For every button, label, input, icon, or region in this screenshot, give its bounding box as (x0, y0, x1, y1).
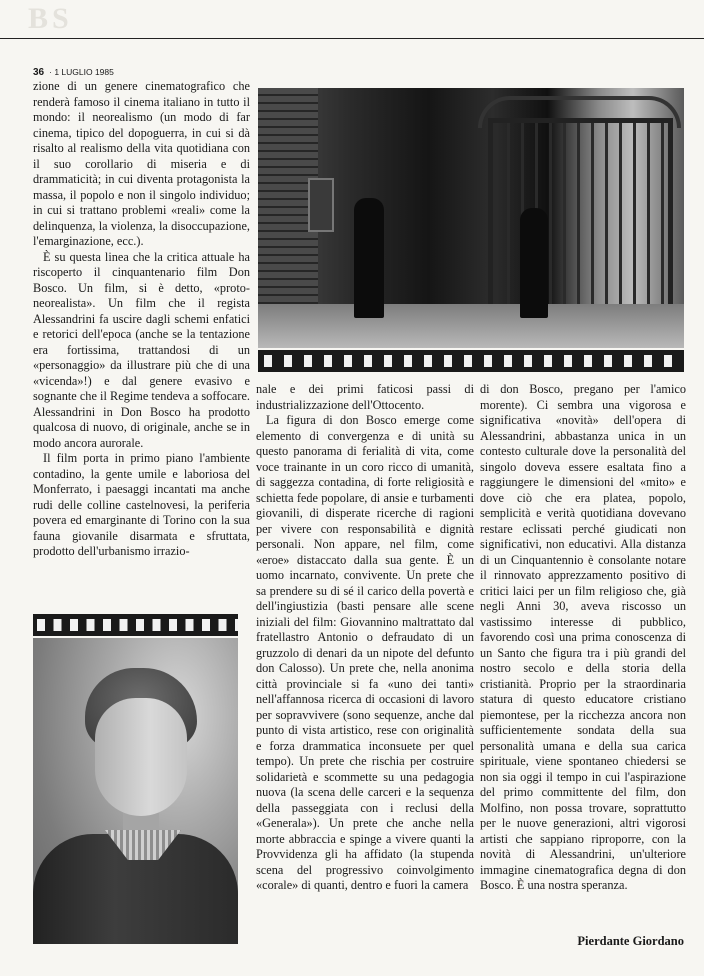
figure-guard (354, 198, 384, 318)
figure-priest (520, 208, 548, 318)
article-column-1 (33, 79, 250, 560)
film-strip-border (258, 350, 684, 372)
page-header (33, 67, 114, 78)
article-column-2 (256, 382, 474, 894)
film-still-boy-portrait (33, 638, 238, 944)
paragraph: La figura di don Bosco emerge come elemento di convergenza e di unità su questo panorama di ferialità di vita, come voce trainante in un coro ricco di umanità, di saggezza contadina, di forte religiosità e schietta fede popolare, di ansie e turbamenti giovanili, di disperate ricerche di ragioni per vivere con responsabilità e dignità personali. Non appare, nel film, come «eroe» distaccato dalla sua gente. È un uomo incarnato, convivente. Un prete che sa prendere su di sé il carico della povertà e dell'ingiustizia (basti pensare alle scene iniziali del film: Giovannino maltrattato dal fratellastro Antonio o defraudato di un gruzzolo di denari da un nipote del defunto don Calosso). Un prete che, nella anonima città provinciale si fa «uno dei tanti» nell'affannosa ricerca di occasioni di lavoro per sopravvivere (sono sequenze, anche dal punto di vista artistico, rese con originalità e forza drammatica inconsuete per quel tempo). Un prete che rischia per costruire solidarietà e scommette su una pedagogia nuova (la scena delle carceri e la sequenza della passeggiata con i reclusi della «Generala»). Un prete che anche nella morte abbraccia e spinge a vivere quanti la Provvidenza gli ha affidato (la stupenda scena del progressivo coinvolgimento «corale» di quanti, dentro e fuori la camera (256, 413, 474, 892)
issue-date: · 1 LUGLIO 1985 (49, 67, 114, 77)
watermark-logo: BS (28, 2, 73, 35)
header-rule (0, 38, 704, 39)
paragraph: È su questa linea che la critica attuale ha riscoperto il cinquantenario film Don Bosco. Un film, si è detto, «proto-neorealista». Un film che il regista Alessandrini fa uscire dagli schemi enfatici e retorici dell'epoca (anche se la tentazione era fortissima, trattandosi di un «personaggio» da illustrare più che di una «vicenda»!) e dal genere evasivo e sognante che il Regime tendeva a soffocare. Alessandrini in Don Bosco ha prodotto qualcosa di nuovo, di originale, anche se in modo ancora aurorale. (33, 249, 250, 450)
paragraph: zione di un genere cinematografico che renderà famoso il cinema italiano in tutto il mondo: il neorealismo (un modo di far cinema, tipico del dopoguerra, in cui si dà risalto al realismo della vita quotidiana con il suo corollario di miseria e di drammaticità; in cui diventa protagonista la massa, il popolo e non il singolo individuo; in cui si trattano problemi «reali» come la delinquenza, la violenza, la disoccupazione, l'emarginazione, ecc.). (33, 79, 250, 248)
article-column-3 (480, 382, 686, 894)
paragraph: nale e dei primi faticosi passi di industrializzazione dell'Ottocento. (256, 382, 474, 412)
author-signature: Pierdante Giordano (577, 934, 684, 948)
film-strip-border (33, 614, 238, 636)
paragraph: Il film porta in primo piano l'ambiente contadino, la gente umile e laboriosa del Monferrato, i paesaggi incantati ma anche rudi delle colline castelnovesi, la periferia povera ed emarginante di Torino con la sua fauna giovanile disarmata e sfruttata, prodotto dell'urbanismo irrazio- (33, 451, 250, 558)
page-number: 36 (33, 67, 45, 78)
paragraph: di don Bosco, pregano per l'amico morente). Ci sembra una vigorosa e significativa «novità» dell'opera di Alessandrini, abbastanza unica in un contesto culturale dove la personalità del singolo doveva essere esaltata fino a raggiungere le dimensioni del «mito» e dove ciò che era platea, popolo, semplicità e verità quotidiana dovevano restare eclissati perché giudicati non significativi, non educativi. Alla distanza di un Cinquantennio è consolante notare il rinnovato apprezzamento positivo di critici laici per un film religioso che, già negli Anni 30, aveva riscosso un vastissimo interesse di pubblico, favorendo così una prima conoscenza di un Santo che figura tra i più grandi del nostro secolo e della storia della cristianità. Proprio per la straordinaria statura di questo educatore cristiano piemontese, per la ricchezza ancora non sufficientemente sondata della sua personalità umana e della sua carica spirituale, viene spontaneo chiedersi se non sia oggi il tempo in cui l'aspirazione del primo committente del film, don Molfino, non possa trovare, soprattutto per le nuove generazioni, altri vigorosi artisti che sappiano riproporre, con la novità di Alessandrini, un'ulteriore immagine cinematografica degna di don Bosco. È una nostra speranza. (480, 382, 686, 892)
film-still-prison-gate (258, 88, 684, 348)
